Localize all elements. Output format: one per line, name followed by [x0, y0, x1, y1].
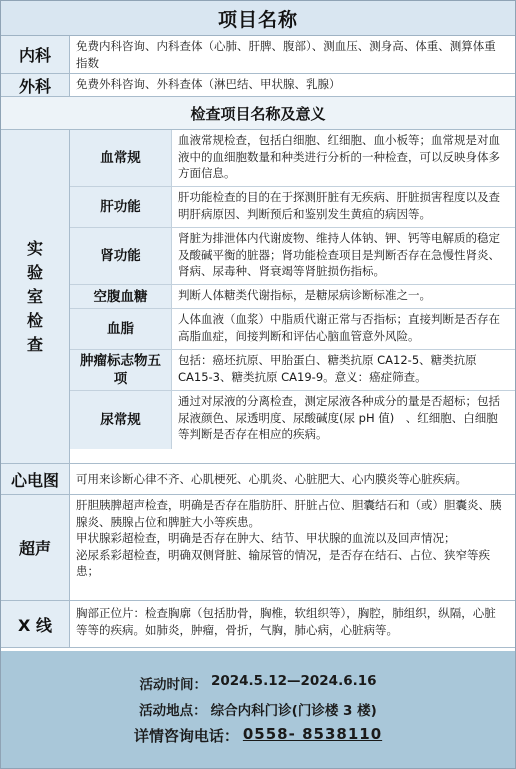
lab-item-name: 血常规 [70, 130, 172, 186]
lab-item-desc: 人体血液（血浆）中脂质代谢正常与否指标；直接判断是否存在高脂血症，间接判断和评估心脑血管意外风险。 [172, 309, 515, 349]
event-place-label: 活动地点： [139, 703, 207, 719]
row-xray [1, 601, 515, 648]
ultrasound-line: 泌尿系彩超检查，明确双侧肾脏、输尿管的情况，是否存在结石、占位、狭窄等疾患； [76, 547, 490, 578]
ultrasound-description [70, 495, 515, 600]
lab-item [70, 309, 515, 350]
lab-label: 实验室检查 [26, 238, 43, 354]
row-surgery [1, 74, 515, 97]
event-time-value: 2024.5.12—2024.6.16 [210, 673, 377, 689]
lab-item-desc: 肾脏为排泄体内代谢废物、维持人体钠、钾、钙等电解质的稳定及酸碱平衡的脏器；肾功能检查项目是判断否存在急慢性肾炎、肾病、尿毒种、肾衰竭等肾脏损伤指标。 [172, 228, 515, 284]
category-xray: X 线 [1, 601, 70, 647]
lab-item-name: 血脂 [70, 309, 172, 349]
event-phone-value[interactable]: 0558- 8538110 [242, 725, 383, 743]
page-title: 项目名称 [1, 1, 515, 36]
event-time-label: 活动时间： [139, 677, 207, 693]
event-place [139, 699, 377, 719]
lab-items [70, 130, 515, 463]
lab-item [70, 130, 515, 187]
lab-item-desc: 肝功能检查的目的在于探测肝脏有无疾病、肝脏损害程度以及查明肝病原因、判断预后和鉴别发生黄疸的病因等。 [172, 187, 515, 227]
section-title: 检查项目名称及意义 [1, 97, 515, 130]
lab-section [1, 130, 515, 464]
category-internal: 内科 [1, 36, 70, 73]
ultrasound-line: 甲状腺彩超检查，明确是否存在肿大、结节、甲状腺的血流以及回声情况； [76, 531, 456, 545]
lab-item-name: 肝功能 [70, 187, 172, 227]
event-phone-label: 详情咨询电话： [133, 727, 239, 745]
lab-item [70, 350, 515, 391]
lab-item [70, 285, 515, 309]
lab-item-desc: 包括：癌坯抗原、甲胎蛋白、糖类抗原 CA12-5、糖类抗原 CA15-3、糖类抗原 CA19-9。意义：癌症筛查。 [172, 350, 515, 390]
event-phone [134, 725, 382, 746]
lab-item-name: 肾功能 [70, 228, 172, 284]
surgery-description: 免费外科咨询、外科查体（淋巴结、甲状腺、乳腺） [70, 74, 515, 96]
lab-item-desc: 通过对尿液的分离检查，测定尿液各种成分的量是否超标；包括尿液颜色、尿透明度、尿酸碱度(尿 pH 值) 、红细胞、白细胞等判断是否存在相应的疾病。 [172, 391, 515, 449]
xray-description: 胸部正位片：检查胸廓（包括肋骨，胸椎，软组织等），胸腔，肺组织，纵隔，心脏等等的疾病。如肺炎，肿瘤，骨折，气胸，肺心病，心脏病等。 [70, 601, 515, 647]
lab-item-desc: 判断人体糖类代谢指标，是糖尿病诊断标准之一。 [172, 285, 515, 308]
lab-item-name: 尿常规 [70, 391, 172, 449]
category-ultrasound: 超声 [1, 495, 70, 600]
internal-description: 免费内科咨询、内科查体（心肺、肝脾、腹部）、测血压、测身高、体重、测算体重指数 [70, 36, 515, 73]
event-info-footer [1, 651, 515, 768]
ultrasound-line: 肝胆胰脾超声检查，明确是否存在脂肪肝、肝脏占位、胆囊结石和（或）胆囊炎、胰腺炎、胰腺占位和脾脏大小等疾患。 [76, 498, 502, 529]
event-time [139, 673, 376, 693]
row-ecg [1, 464, 515, 495]
row-internal [1, 36, 515, 74]
lab-item-name: 空腹血糖 [70, 285, 172, 308]
lab-item [70, 228, 515, 285]
lab-item-name: 肿瘤标志物五项 [70, 350, 172, 390]
row-ultrasound [1, 495, 515, 601]
category-ecg: 心电图 [1, 464, 70, 494]
category-surgery: 外科 [1, 74, 70, 96]
lab-item [70, 187, 515, 228]
category-lab [1, 130, 70, 463]
event-place-value: 综合内科门诊(门诊楼 3 楼) [210, 703, 377, 719]
lab-item-desc: 血液常规检查，包括白细胞、红细胞、血小板等；血常规是对血液中的血细胞数量和种类进行分析的一种检查，可以反映身体多方面信息。 [172, 130, 515, 186]
ecg-description: 可用来诊断心律不齐、心肌梗死、心肌炎、心脏肥大、心内膜炎等心脏疾病。 [70, 464, 515, 494]
lab-item [70, 391, 515, 449]
